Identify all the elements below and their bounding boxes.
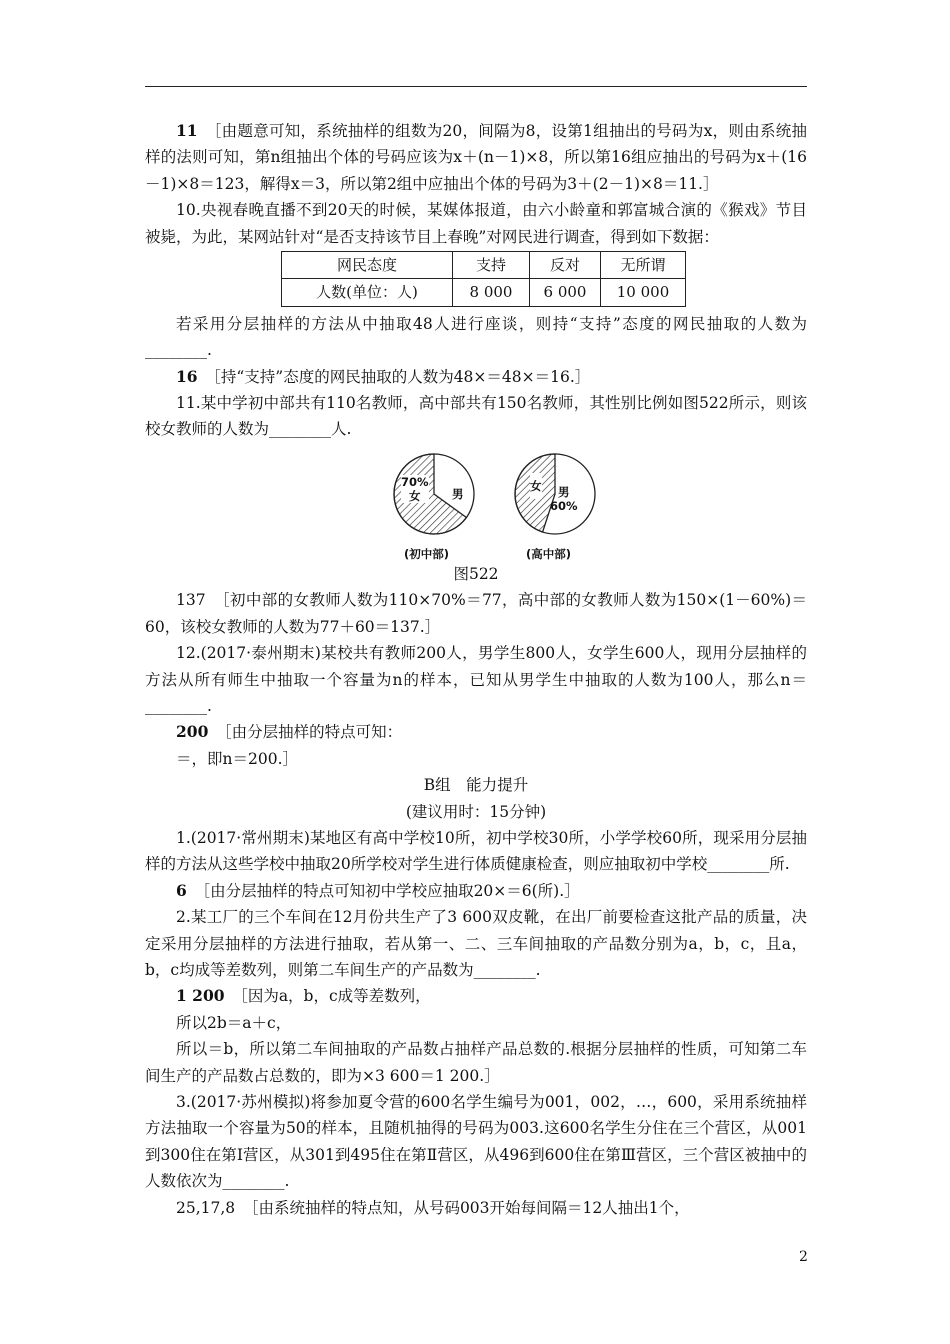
survey-table <box>281 251 686 307</box>
answer-b2-line2: 所以2b＝a＋c， <box>176 1013 292 1032</box>
table-cell: 支持 <box>453 252 530 279</box>
answer-number: 1 200 <box>176 986 225 1006</box>
answer-10 <box>145 364 807 390</box>
answer-11b <box>145 587 807 640</box>
answer-11 <box>145 118 807 197</box>
pie-figure <box>145 443 807 561</box>
table-cell: 人数(单位：人) <box>282 279 453 306</box>
table-cell: 无所谓 <box>601 252 686 279</box>
page-content <box>145 118 807 1221</box>
answer-text: ［由系统抽样的特点知，从号码003开始每间隔＝12人抽出1个， <box>250 1198 690 1217</box>
table-cell: 网民态度 <box>282 252 453 279</box>
header-rule <box>145 86 807 87</box>
answer-text: ［初中部的女教师人数为110×70%＝77，高中部的女教师人数为150×(1－60%)＝60，该校女教师的人数为77＋60＝137.］ <box>145 591 807 636</box>
question-b2: 2.某工厂的三个车间在12月份共生产了3 600双皮靴，在出厂前要检查这批产品的质量，决定采用分层抽样的方法进行抽取，若从第一、二、三车间抽取的产品数分别为a，b，c，且a，b，c均成等差数列，则第二车间生产的产品数为________. <box>145 908 807 979</box>
answer-number: 16 <box>176 366 198 386</box>
answer-number: 200 <box>176 722 209 742</box>
figure-caption: 图522 <box>453 564 499 583</box>
group-b-heading: B组 能力提升 <box>423 776 529 795</box>
senior-male-label: 男 60% <box>550 484 578 513</box>
answer-12-cont: ＝，即n＝200.］ <box>176 749 298 768</box>
question-12: 12.(2017·泰州期末)某校共有教师200人，男学生800人，女学生600人，现用分层抽样的方法从所有师生中抽取一个容量为n的样本，已知从男学生中抽取的人数为100人，那么n＝________. <box>145 644 807 715</box>
table-cell: 6 000 <box>530 279 601 306</box>
junior-caption: (初中部) <box>404 546 450 561</box>
page-number: 2 <box>799 1249 808 1265</box>
answer-b2-line3: 所以＝b，所以第二车间抽取的产品数占抽样产品总数的.根据分层抽样的性质，可知第二车间生产的产品数占总数的，即为×3 600＝1 200.］ <box>145 1040 807 1085</box>
answer-number: 25,17,8 <box>176 1198 236 1217</box>
answer-number: 11 <box>176 121 198 140</box>
answer-b1 <box>145 878 807 904</box>
question-11: 11.某中学初中部共有110名教师，高中部共有150名教师，其性别比例如图522所示，则该校女教师的人数为________人. <box>145 394 807 439</box>
pie-charts-svg <box>145 443 807 561</box>
answer-number: 137 <box>176 591 206 610</box>
table-cell: 10 000 <box>601 279 686 306</box>
answer-number: 6 <box>176 880 187 900</box>
answer-text: ［由分层抽样的特点可知初中学校应抽取20×＝6(所).］ <box>202 881 580 900</box>
table-header-row <box>282 252 686 279</box>
table-row <box>282 279 686 306</box>
answer-text: ［因为a，b，c成等差数列， <box>240 987 431 1006</box>
answer-text: ［由题意可知，系统抽样的组数为20，间隔为8，设第1组抽出的号码为x，则由系统抽样的法则可知，第n组抽出个体的号码应该为x＋(n－1)×8，所以第16组应抽出的号码为x＋(16－1)×8＝123，解得x＝3，所以第2组中应抽出个体的号码为3＋(2－1)×8＝11.］ <box>145 122 807 193</box>
answer-b3 <box>145 1195 807 1221</box>
answer-text: ［持“支持”态度的网民抽取的人数为48×＝48×＝16.］ <box>213 367 591 386</box>
junior-female-label: 70% 女 <box>401 474 429 503</box>
question-10-part2: 若采用分层抽样的方法从中抽取48人进行座谈，则持“支持”态度的网民抽取的人数为________. <box>145 314 807 360</box>
table-cell: 8 000 <box>453 279 530 306</box>
senior-female-label: 女 <box>530 473 542 499</box>
suggested-time: (建议用时：15分钟) <box>405 802 547 821</box>
question-b3: 3.(2017·苏州模拟)将参加夏令营的600名学生编号为001，002，…，600，采用系统抽样方法抽取一个容量为50的样本，且随机抽得的号码为003.这600名学生分住在三个营区，从001到300住在第Ⅰ营区，从301到495住在第Ⅱ营区，从496到600住在第Ⅲ营区，三个营区被抽中的人数依次为________. <box>145 1093 807 1191</box>
table-cell: 反对 <box>530 252 601 279</box>
junior-male-label: 男 <box>452 486 464 501</box>
answer-12 <box>145 719 807 745</box>
answer-b2 <box>145 983 807 1009</box>
answer-text: ［由分层抽样的特点可知： <box>223 723 403 742</box>
senior-caption: (高中部) <box>526 546 572 561</box>
question-10: 10.央视春晚直播不到20天的时候，某媒体报道，由六小龄童和郭富城合演的《猴戏》节目被毙，为此，某网站针对“是否支持该节目上春晚”对网民进行调查，得到如下数据： <box>145 201 807 246</box>
question-b1: 1.(2017·常州期末)某地区有高中学校10所，初中学校30所，小学学校60所，现采用分层抽样的方法从这些学校中抽取20所学校对学生进行体质健康检查，则应抽取初中学校________所. <box>145 828 807 874</box>
